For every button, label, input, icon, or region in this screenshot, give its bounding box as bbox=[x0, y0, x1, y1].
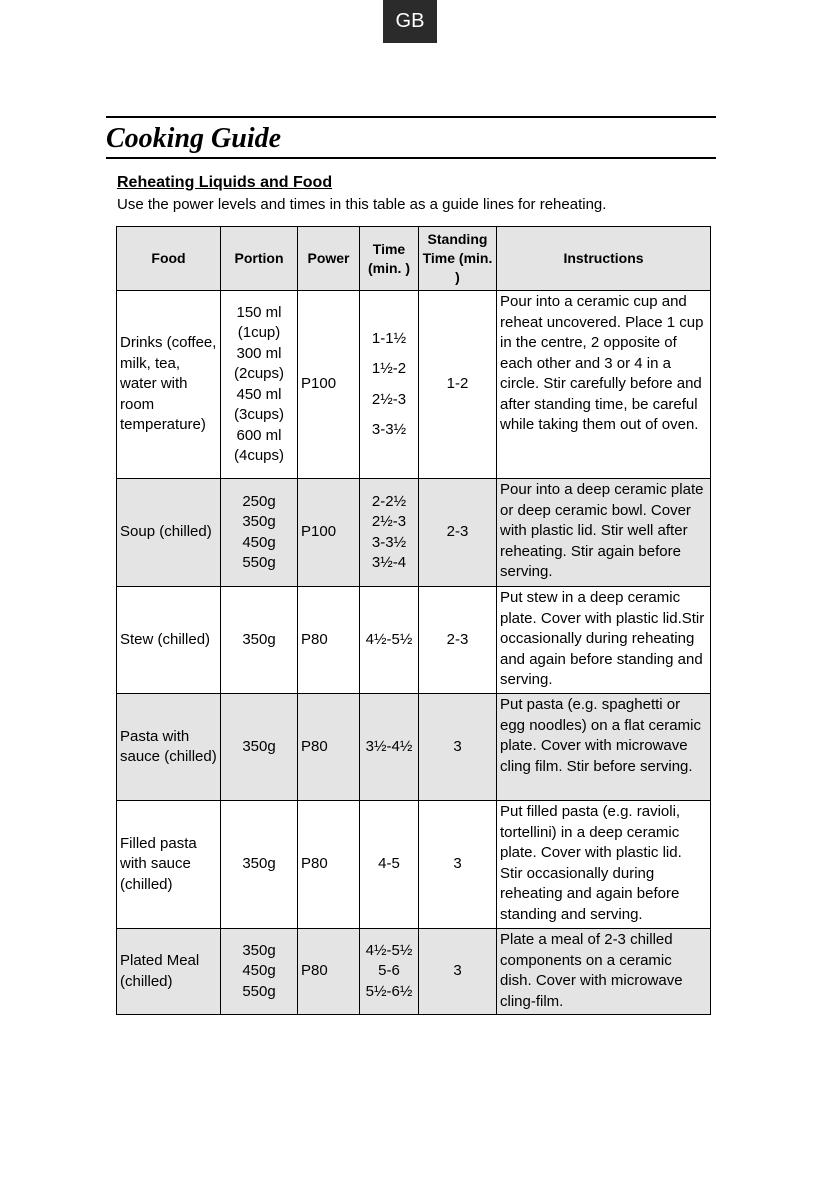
standing-time-cell: 3 bbox=[419, 929, 497, 1015]
portion-cell bbox=[221, 929, 298, 1015]
standing-time-cell: 2-3 bbox=[419, 587, 497, 694]
standing-time-cell: 1-2 bbox=[419, 291, 497, 479]
portion-cell: 350g bbox=[221, 801, 298, 929]
portion-cell: 350g bbox=[221, 587, 298, 694]
table-row bbox=[117, 694, 711, 801]
time-value: 3-3½ bbox=[371, 533, 407, 551]
portion-value: 150 ml bbox=[236, 303, 282, 321]
table-header-row bbox=[117, 227, 711, 291]
instructions-cell: Pour into a deep ceramic plate or deep ceramic bowl. Cover with plastic lid. Stir well after reheating. Stir again before serving. bbox=[497, 479, 711, 587]
power-cell: P100 bbox=[298, 479, 360, 587]
power-cell: P80 bbox=[298, 694, 360, 801]
table-row bbox=[117, 929, 711, 1015]
portion-cell: 350g bbox=[221, 694, 298, 801]
instructions-cell: Put pasta (e.g. spaghetti or egg noodles) on a flat ceramic plate. Cover with microwave cling film. Stir before serving. bbox=[497, 694, 711, 801]
time-value: 3½-4 bbox=[371, 554, 407, 571]
portion-value: 450 ml bbox=[236, 385, 282, 403]
header-standing-time: Standing Time (min. ) bbox=[419, 227, 497, 291]
time-cell bbox=[360, 929, 419, 1015]
time-value: 1-1½ bbox=[371, 329, 407, 347]
instructions-cell: Pour into a ceramic cup and reheat uncovered. Place 1 cup in the centre, 2 opposite of each other and 3 or 4 in a circle. Stir carefully before and after standing time, be careful while taking them out of oven. bbox=[497, 291, 711, 479]
power-cell: P80 bbox=[298, 587, 360, 694]
portion-value: 300 ml bbox=[236, 344, 282, 362]
intro-text: Use the power levels and times in this table as a guide lines for reheating. bbox=[117, 196, 607, 213]
time-cell bbox=[360, 479, 419, 587]
time-cell: 4-5 bbox=[360, 801, 419, 929]
standing-time-cell: 3 bbox=[419, 694, 497, 801]
portion-value: 250g bbox=[242, 492, 276, 510]
time-cell bbox=[360, 291, 419, 479]
food-cell: Soup (chilled) bbox=[117, 479, 221, 587]
portion-value: (4cups) bbox=[233, 447, 285, 464]
portion-cell bbox=[221, 291, 298, 479]
time-value: 2½-3 bbox=[371, 390, 407, 408]
portion-value: 450g bbox=[242, 962, 276, 980]
header-time: Time (min. ) bbox=[360, 227, 419, 291]
standing-time-cell: 3 bbox=[419, 801, 497, 929]
header-portion: Portion bbox=[221, 227, 298, 291]
time-value: 5-6 bbox=[378, 962, 400, 980]
portion-value: (1cup) bbox=[237, 324, 281, 341]
table-row bbox=[117, 801, 711, 929]
title-rule-bottom bbox=[106, 157, 716, 159]
portion-value: 350g bbox=[242, 513, 276, 530]
portion-value: 350g bbox=[242, 941, 276, 959]
power-cell: P80 bbox=[298, 929, 360, 1015]
food-cell: Filled pasta with sauce (chilled) bbox=[117, 801, 221, 929]
time-value: 4½-5½ bbox=[365, 941, 413, 959]
time-value: 1½-2 bbox=[371, 360, 407, 377]
time-value: 2-2½ bbox=[371, 492, 407, 510]
time-value: 3-3½ bbox=[371, 421, 407, 438]
food-cell: Drinks (coffee, milk, tea, water with room temperature) bbox=[117, 291, 221, 479]
header-food: Food bbox=[117, 227, 221, 291]
instructions-cell: Plate a meal of 2-3 chilled components on a ceramic dish. Cover with microwave cling-film. bbox=[497, 929, 711, 1015]
table-row bbox=[117, 479, 711, 587]
section-heading: Reheating Liquids and Food bbox=[117, 174, 333, 191]
language-badge: GB bbox=[383, 0, 437, 43]
page-title: Cooking Guide bbox=[106, 123, 282, 154]
header-power: Power bbox=[298, 227, 360, 291]
standing-time-cell: 2-3 bbox=[419, 479, 497, 587]
portion-cell bbox=[221, 479, 298, 587]
time-cell: 4½-5½ bbox=[360, 587, 419, 694]
table-row bbox=[117, 291, 711, 479]
food-cell: Pasta with sauce (chilled) bbox=[117, 694, 221, 801]
portion-value: 450g bbox=[242, 533, 276, 551]
table-row bbox=[117, 587, 711, 694]
instructions-cell: Put filled pasta (e.g. ravioli, tortellini) in a deep ceramic plate. Cover with plastic lid. Stir occasionally during reheating and again before standing and serving. bbox=[497, 801, 711, 929]
header-instructions: Instructions bbox=[497, 227, 711, 291]
portion-value: (2cups) bbox=[233, 365, 285, 382]
power-cell: P100 bbox=[298, 291, 360, 479]
food-cell: Stew (chilled) bbox=[117, 587, 221, 694]
time-value: 5½-6½ bbox=[365, 982, 413, 1000]
portion-value: 550g bbox=[242, 554, 276, 571]
power-cell: P80 bbox=[298, 801, 360, 929]
time-cell: 3½-4½ bbox=[360, 694, 419, 801]
food-cell: Plated Meal (chilled) bbox=[117, 929, 221, 1015]
instructions-cell: Put stew in a deep ceramic plate. Cover with plastic lid.Stir occasionally during reheating and again before standing and serving. bbox=[497, 587, 711, 694]
time-value: 2½-3 bbox=[371, 513, 407, 530]
portion-value: (3cups) bbox=[233, 406, 285, 423]
title-rule-top bbox=[106, 116, 716, 118]
reheating-table bbox=[116, 226, 711, 1015]
portion-value: 600 ml bbox=[236, 426, 282, 444]
portion-value: 550g bbox=[242, 982, 276, 1000]
